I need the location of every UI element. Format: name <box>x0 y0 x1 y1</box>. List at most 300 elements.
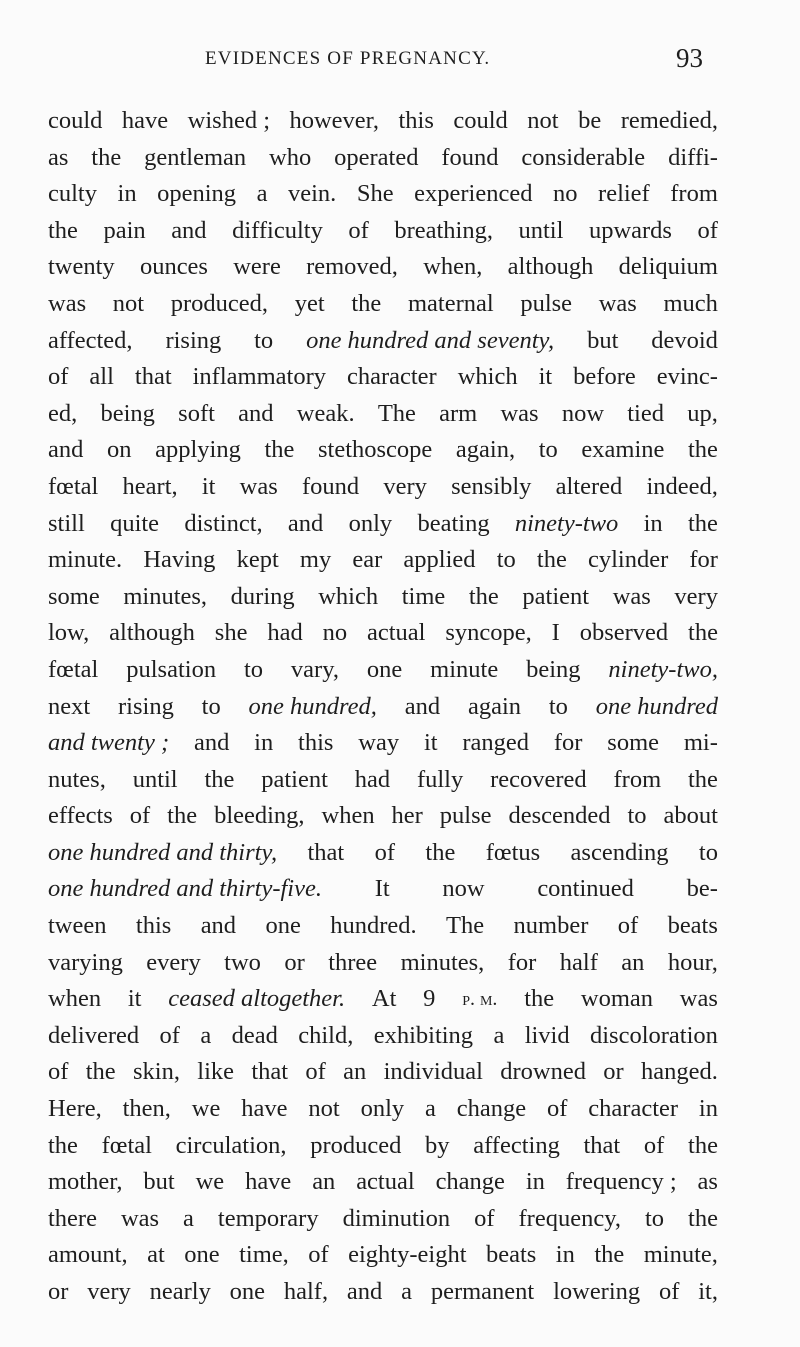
word: beats <box>485 1241 537 1269</box>
word: effects <box>48 802 113 830</box>
word: deliquium <box>618 253 718 281</box>
word: fœtus <box>485 838 541 866</box>
word: by <box>425 1131 450 1159</box>
italic-phrase: one hundred, <box>248 692 377 720</box>
word: was <box>612 582 651 610</box>
italic-phrase: one hundred and thirty, <box>48 838 278 866</box>
word: a <box>401 1278 412 1305</box>
word: the <box>48 1131 78 1159</box>
word: It <box>374 875 390 903</box>
word: tied <box>627 399 664 427</box>
word: which <box>457 363 518 391</box>
word: lowering <box>553 1278 641 1305</box>
running-title: EVIDENCES OF PREGNANCY. <box>205 48 491 69</box>
word: but <box>143 1168 175 1196</box>
word: of <box>48 363 69 391</box>
word: being <box>526 655 581 683</box>
word: one <box>229 1278 266 1305</box>
word: when <box>321 802 375 830</box>
word: arm <box>439 399 478 427</box>
word: beats <box>667 912 718 940</box>
word: to <box>254 326 274 354</box>
word: patient <box>261 765 328 793</box>
word: it <box>127 985 142 1013</box>
word: the <box>536 546 567 574</box>
word: considerable <box>521 143 646 171</box>
word: of <box>474 1204 495 1232</box>
running-head <box>0 44 800 74</box>
word: number <box>513 912 589 940</box>
word: evinc- <box>656 363 718 391</box>
word: of <box>129 802 151 830</box>
word: an <box>312 1168 336 1196</box>
word: of <box>305 1058 326 1086</box>
text-line <box>48 579 718 616</box>
word: a <box>200 1021 212 1049</box>
word: and <box>48 436 84 464</box>
word: nearly <box>149 1278 211 1305</box>
word: change <box>435 1168 505 1196</box>
word: the <box>351 289 382 317</box>
word: half <box>559 948 598 976</box>
word: until <box>518 216 564 244</box>
italic-phrase: ninety-two, <box>608 655 718 683</box>
text-line <box>48 469 718 506</box>
word: tween <box>48 912 107 940</box>
word: rising <box>118 692 174 720</box>
word: pulse <box>439 802 492 830</box>
word: then, <box>122 1095 171 1123</box>
word: it, <box>698 1278 718 1305</box>
word: like <box>197 1058 235 1086</box>
word: in <box>254 729 274 757</box>
word: bleeding, <box>214 802 305 830</box>
word: of <box>374 838 396 866</box>
word: as <box>697 1168 718 1196</box>
text-line <box>48 396 718 433</box>
word: for <box>507 948 537 976</box>
text-line <box>48 1237 718 1274</box>
word: distinct, <box>184 509 263 537</box>
word: applying <box>155 436 241 464</box>
word: to <box>243 655 264 683</box>
text-line <box>48 908 718 945</box>
word: very <box>383 472 427 500</box>
text-line <box>48 689 718 726</box>
word: an <box>621 948 645 976</box>
word: pulse <box>520 289 573 317</box>
word: who <box>269 143 312 171</box>
word: still <box>48 509 85 537</box>
word: until <box>132 765 178 793</box>
word: devoid <box>651 326 718 354</box>
word: the <box>204 765 235 793</box>
word: three <box>328 948 378 976</box>
word: now <box>561 399 605 427</box>
text-line <box>48 798 718 835</box>
text-line <box>48 652 718 689</box>
word: we <box>191 1095 221 1123</box>
word: applied <box>403 546 476 574</box>
word: that <box>251 1058 289 1086</box>
word: very <box>674 582 718 610</box>
word: no <box>553 180 578 208</box>
word: actual <box>366 619 426 647</box>
text-line <box>48 176 718 213</box>
word: fœtal <box>48 655 99 683</box>
word: of <box>48 1058 69 1086</box>
word: the <box>524 985 555 1013</box>
word: operated <box>334 143 419 171</box>
word: was <box>48 289 87 317</box>
word: minute <box>430 655 499 683</box>
word: was <box>679 985 718 1013</box>
word: opening <box>157 180 237 208</box>
word: She <box>356 180 394 208</box>
word: up, <box>687 399 718 427</box>
word: it <box>538 363 553 391</box>
word: not <box>527 107 559 134</box>
word: remedied, <box>620 107 718 134</box>
word: had <box>267 619 303 647</box>
word: vary, <box>290 655 339 683</box>
text-line <box>48 871 718 908</box>
word: half, <box>283 1278 329 1305</box>
word: p. m. <box>462 988 498 1011</box>
word: or <box>603 1058 624 1086</box>
text-line <box>48 981 718 1018</box>
word: was <box>500 399 539 427</box>
word: syncope, <box>445 619 532 647</box>
word: of <box>547 1095 568 1123</box>
text-line <box>48 140 718 177</box>
word: frequency, <box>518 1204 621 1232</box>
word: ascending <box>570 838 669 866</box>
word: soft <box>178 399 215 427</box>
word: pain <box>103 216 146 244</box>
word: pulsation <box>126 655 217 683</box>
word: the <box>85 1058 116 1086</box>
word: two <box>224 948 261 976</box>
word: next <box>48 692 91 720</box>
text-line <box>48 542 718 579</box>
word: child, <box>298 1021 354 1049</box>
word: and <box>200 912 237 940</box>
word: minute. <box>48 546 123 574</box>
word: at <box>147 1241 165 1269</box>
italic-phrase: ninety-two <box>514 509 619 537</box>
word: that <box>583 1131 621 1159</box>
text-line <box>48 1054 718 1091</box>
word: of <box>308 1241 329 1269</box>
word: a <box>425 1095 436 1123</box>
word: much <box>663 289 718 317</box>
body-text <box>48 103 718 1311</box>
word: in <box>525 1168 545 1196</box>
word: the <box>688 1204 718 1232</box>
word: before <box>573 363 636 391</box>
text-line <box>48 506 718 543</box>
word: ear <box>352 546 383 574</box>
word: to <box>548 692 568 720</box>
word: in <box>555 1241 575 1269</box>
word: nutes, <box>48 765 106 793</box>
word: have <box>245 1168 292 1196</box>
word: one <box>184 1241 220 1269</box>
word: very <box>87 1278 131 1305</box>
text-line <box>48 1164 718 1201</box>
word: be- <box>686 875 718 903</box>
word: was <box>120 1204 160 1232</box>
text-line <box>48 249 718 286</box>
word: amount, <box>48 1241 128 1269</box>
word: of <box>159 1021 180 1049</box>
word: maternal <box>407 289 494 317</box>
word: an <box>343 1058 367 1086</box>
word: a <box>256 180 268 208</box>
word: The <box>446 912 485 940</box>
word: one <box>265 912 301 940</box>
word: to <box>698 838 718 866</box>
word: were <box>233 253 281 281</box>
word: during <box>230 582 295 610</box>
word: to <box>496 546 516 574</box>
word: inflammatory <box>192 363 326 391</box>
word: have <box>121 107 169 134</box>
text-line <box>48 213 718 250</box>
word: although <box>109 619 195 647</box>
word: we <box>195 1168 225 1196</box>
word: when, <box>423 253 483 281</box>
word: minutes, <box>123 582 208 610</box>
word: mother, <box>48 1168 123 1196</box>
italic-phrase: one hundred <box>595 692 718 720</box>
word: the <box>688 436 718 464</box>
word: delivered <box>48 1021 140 1049</box>
word: only <box>360 1095 405 1123</box>
text-line <box>48 615 718 652</box>
word: which <box>318 582 379 610</box>
italic-phrase: one hundred and seventy, <box>306 326 555 354</box>
page-number: 93 <box>676 43 703 73</box>
word: fully <box>416 765 464 793</box>
word: for <box>553 729 583 757</box>
text-line <box>48 1201 718 1238</box>
text-line <box>48 1128 718 1165</box>
italic-phrase: one hundred and thirty-five. <box>48 875 322 903</box>
word: way <box>358 729 400 757</box>
text-line <box>48 1091 718 1128</box>
word: not <box>112 289 145 317</box>
text-line <box>48 432 718 469</box>
text-line <box>48 286 718 323</box>
word: minute, <box>643 1241 718 1269</box>
word: heart, <box>122 472 178 500</box>
word: I <box>551 619 560 647</box>
word: twenty <box>48 253 115 281</box>
word: was <box>239 472 278 500</box>
word: relief <box>598 180 650 208</box>
word: and <box>346 1278 383 1305</box>
word: of <box>697 216 718 244</box>
word: only <box>348 509 393 537</box>
word: although <box>507 253 594 281</box>
word: drowned <box>500 1058 586 1086</box>
word: and <box>171 216 207 244</box>
word: or <box>284 948 305 976</box>
word: frequency ; <box>565 1168 677 1196</box>
word: on <box>106 436 132 464</box>
word: change <box>456 1095 527 1123</box>
word: ounces <box>139 253 208 281</box>
word: mi- <box>683 729 718 757</box>
word: diminution <box>342 1204 451 1232</box>
word: the <box>468 582 499 610</box>
word: character <box>588 1095 679 1123</box>
word: a <box>493 1021 505 1049</box>
word: from <box>670 180 718 208</box>
word: Here, <box>48 1095 102 1123</box>
word: to <box>538 436 558 464</box>
word: for <box>689 546 718 574</box>
word: again, <box>455 436 516 464</box>
word: hour, <box>667 948 718 976</box>
word: rising <box>165 326 222 354</box>
word: fœtal <box>101 1131 152 1159</box>
word: and <box>287 509 324 537</box>
word: the <box>48 216 78 244</box>
word: actual <box>356 1168 415 1196</box>
word: the <box>594 1241 625 1269</box>
word: however, <box>289 107 379 134</box>
word: quite <box>110 509 160 537</box>
word: one <box>366 655 403 683</box>
word: breathing, <box>394 216 493 244</box>
word: when <box>48 985 102 1013</box>
word: yet <box>294 289 325 317</box>
word: sensibly <box>451 472 532 500</box>
word: the <box>167 802 198 830</box>
word: altered <box>555 472 623 500</box>
word: produced, <box>170 289 269 317</box>
word: 9 <box>423 985 436 1013</box>
word: individual <box>383 1058 483 1086</box>
word: a <box>183 1204 194 1232</box>
word: that <box>134 363 172 391</box>
text-line <box>48 359 718 396</box>
word: found <box>301 472 360 500</box>
word: again <box>467 692 522 720</box>
word: to <box>201 692 221 720</box>
word: affected, <box>48 326 133 354</box>
word: removed, <box>306 253 398 281</box>
word: of <box>348 216 369 244</box>
word: beating <box>417 509 490 537</box>
word: found <box>441 143 499 171</box>
word: it <box>201 472 216 500</box>
word: in <box>698 1095 718 1123</box>
word: continued <box>537 875 634 903</box>
word: and <box>404 692 441 720</box>
word: kept <box>236 546 279 574</box>
italic-phrase: ceased altogether. <box>168 985 346 1013</box>
word: weak. <box>296 399 355 427</box>
word: permanent <box>430 1278 535 1305</box>
word: character <box>346 363 437 391</box>
text-line <box>48 725 718 762</box>
word: could <box>48 107 103 134</box>
word: hanged. <box>641 1058 718 1086</box>
word: patient <box>522 582 590 610</box>
word: and <box>193 729 230 757</box>
text-line <box>48 103 718 140</box>
word: or <box>48 1278 69 1305</box>
word: be <box>578 107 602 134</box>
word: ranged <box>462 729 530 757</box>
word: low, <box>48 619 90 647</box>
word: the <box>687 765 718 793</box>
word: time, <box>239 1241 289 1269</box>
word: At <box>371 985 397 1013</box>
word: Having <box>143 546 216 574</box>
word: time <box>401 582 446 610</box>
word: it <box>423 729 438 757</box>
text-line <box>48 323 718 360</box>
word: as <box>48 143 69 171</box>
word: some <box>48 582 100 610</box>
word: cylinder <box>587 546 669 574</box>
word: experienced <box>414 180 533 208</box>
word: all <box>89 363 114 391</box>
italic-phrase: and twenty ; <box>48 729 170 757</box>
word: from <box>613 765 662 793</box>
word: that <box>307 838 345 866</box>
word: no <box>322 619 348 647</box>
word: fœtal <box>48 472 99 500</box>
word: culty <box>48 180 97 208</box>
word: some <box>607 729 660 757</box>
word: upwards <box>588 216 672 244</box>
text-line <box>48 835 718 872</box>
word: minutes, <box>400 948 485 976</box>
word: difficulty <box>232 216 323 244</box>
word: the <box>688 619 718 647</box>
text-line <box>48 762 718 799</box>
word: there <box>48 1204 97 1232</box>
word: gentleman <box>144 143 247 171</box>
word: have <box>241 1095 288 1123</box>
word: produced <box>310 1131 402 1159</box>
word: exhibiting <box>373 1021 474 1049</box>
word: ed, <box>48 399 78 427</box>
word: skin, <box>132 1058 180 1086</box>
word: could <box>453 107 508 134</box>
word: wished ; <box>187 107 270 134</box>
text-line <box>48 945 718 982</box>
word: of <box>643 1131 665 1159</box>
word: hundred. <box>330 912 417 940</box>
word: diffi- <box>668 143 718 171</box>
word: in <box>643 509 663 537</box>
word: of <box>617 912 639 940</box>
word: she <box>214 619 248 647</box>
word: this <box>298 729 334 757</box>
word: my <box>299 546 332 574</box>
word: but <box>587 326 619 354</box>
word: livid <box>524 1021 570 1049</box>
word: woman <box>580 985 654 1013</box>
word: had <box>354 765 391 793</box>
